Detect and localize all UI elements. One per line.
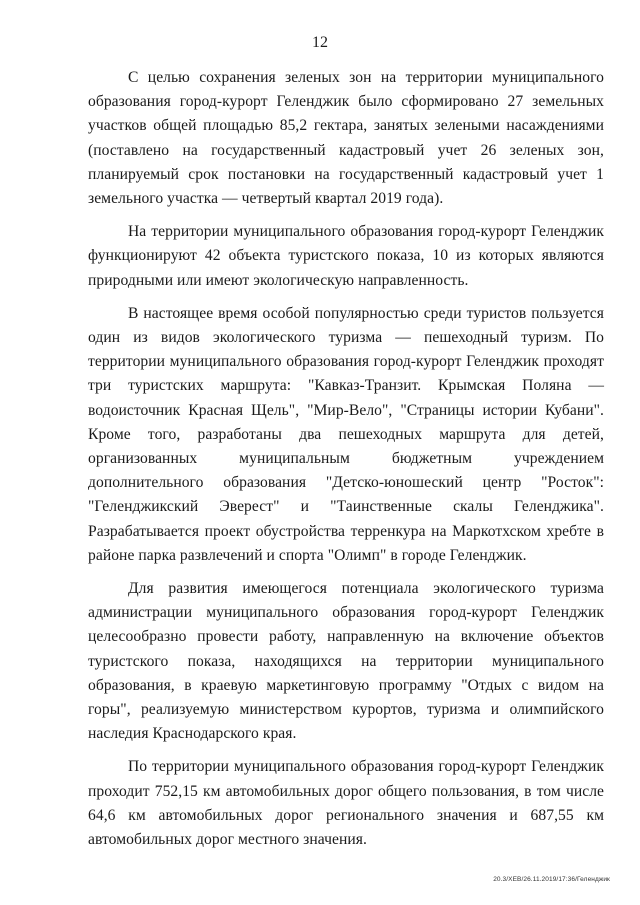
document-body (88, 66, 604, 852)
paragraph-roads: По территории муниципального образования город-курорт Геленджик проходит 752,15 км автомобильных дорог общего пользования, в том числе 64,6 км автомобильных дорог регионального значения и 687,55 км автомобильных дорог местного значения. (88, 758, 604, 849)
paragraph-ecotourism-development: Для развития имеющегося потенциала экологического туризма администрации муниципального образования город-курорт Геленджик целесообразно провести работу, направленную на включение объектов туристского показа, находящихся на территории муниципального образования, в краевую маркетинговую программу "Отдых с видом на горы", реализуемую министерством курортов, туризма и олимпийского наследия Краснодарского края. (88, 580, 604, 743)
page-number: 12 (312, 34, 328, 51)
paragraph-green-zones: С целью сохранения зеленых зон на территории муниципального образования город-курорт Геленджик было сформировано 27 земельных участков общей площадью 85,2 гектара, занятых зелеными насаждениями (поставлено на государственный кадастровый учет 26 зеленых зон, планируемый срок постановки на государственный кадастровый учет 1 земельного участка — четвертый квартал 2019 года). (88, 69, 604, 208)
paragraph-walking-tourism: В настоящее время особой популярностью среди туристов пользуется один из видов экологического туризма — пешеходный туризм. По территории муниципального образования город-курорт Геленджик проходят три туристских маршрута: "Кавказ-Транзит. Крымская Поляна — водоисточник Красная Щель", "Мир-Вело", "Страницы истории Кубани". Кроме того, разработаны два пешеходных маршрута для детей, организованных муниципальным бюджетным учреждением дополнительного образования "Детско-юношеский центр "Росток": "Геленджикский Эверест" и "Таинственные скалы Геленджика". Разрабатывается проект обустройства терренкура на Маркотхском хребте в районе парка развлечений и спорта "Олимп" в городе Геленджик. (88, 304, 604, 564)
document-footer-code: 20.3/ХЕВ/26.11.2019/17:36/Геленджик (493, 876, 610, 883)
paragraph-tourist-objects: На территории муниципального образования город-курорт Геленджик функционируют 42 объекта туристского показа, 10 из которых являются природными или имеют экологическую направленность. (88, 223, 604, 289)
